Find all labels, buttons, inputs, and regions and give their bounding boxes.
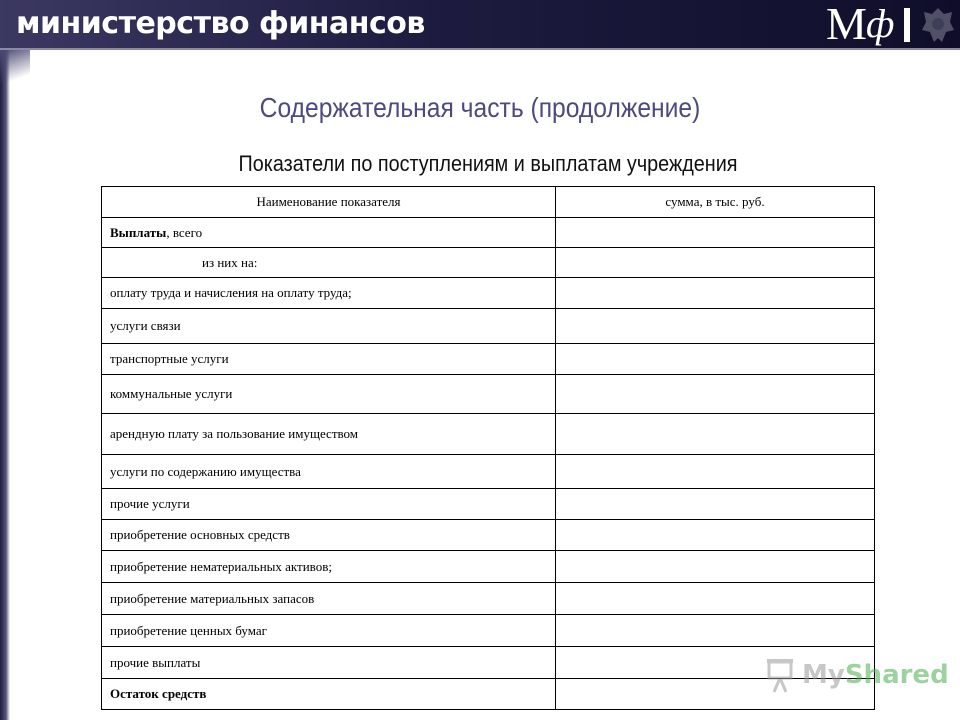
row-value (556, 414, 875, 455)
table-row (102, 520, 875, 551)
row-value (556, 455, 875, 489)
row-label: арендную плату за пользование имуществом (102, 414, 556, 455)
row-label: из них на: (102, 248, 556, 278)
presentation-board-icon (766, 658, 796, 694)
row-value (556, 218, 875, 248)
row-value (556, 344, 875, 375)
row-value (556, 520, 875, 551)
row-label: приобретение ценных бумаг (102, 615, 556, 647)
myshared-watermark (766, 656, 949, 696)
table-header-row (102, 187, 875, 218)
side-decoration (0, 50, 10, 720)
row-label: прочие выплаты (102, 647, 556, 679)
table-row (102, 455, 875, 489)
table-row (102, 583, 875, 615)
table-row (102, 309, 875, 344)
watermark-text (802, 656, 949, 694)
row-label: Остаток средств (102, 679, 556, 710)
slide-title: Содержательная часть (продолжение) (259, 92, 701, 123)
table-row (102, 278, 875, 309)
row-label (102, 218, 556, 248)
table-row (102, 248, 875, 278)
row-label: оплату труда и начисления на оплату труда; (102, 278, 556, 309)
watermark-text-accent: Shared (844, 660, 949, 690)
slide-subtitle: Показатели по поступлениям и выплатам учреждения (238, 151, 738, 176)
row-label: приобретение материальных запасов (102, 583, 556, 615)
column-header-sum: сумма, в тыс. руб. (556, 187, 875, 218)
row-value (556, 583, 875, 615)
header-bar (0, 0, 960, 50)
row-value (556, 278, 875, 309)
table-row (102, 679, 875, 710)
row-label: услуги по содержанию имущества (102, 455, 556, 489)
logo-bar (904, 8, 910, 42)
table-row (102, 551, 875, 583)
row-label: приобретение нематериальных активов; (102, 551, 556, 583)
table-row (102, 615, 875, 647)
table-row (102, 647, 875, 679)
row-label: транспортные услуги (102, 344, 556, 375)
row-value (556, 309, 875, 344)
ministry-title: министерство финансов (16, 6, 425, 41)
watermark-text-main: My (802, 660, 845, 690)
logo-letter-m: М (826, 0, 867, 49)
row-label: коммунальные услуги (102, 375, 556, 414)
row-value (556, 248, 875, 278)
column-header-name: Наименование показателя (102, 187, 556, 218)
row-label-rest: , всего (166, 224, 203, 240)
row-value (556, 375, 875, 414)
row-value (556, 615, 875, 647)
row-value (556, 489, 875, 520)
logo-letter-f: ф (866, 1, 895, 46)
row-label: услуги связи (102, 309, 556, 344)
table-row (102, 344, 875, 375)
row-label-bold: Выплаты (110, 224, 167, 240)
table-row (102, 218, 875, 248)
ministry-logo (826, 0, 916, 49)
row-label: приобретение основных средств (102, 520, 556, 551)
table-row (102, 489, 875, 520)
coat-of-arms-icon (918, 4, 958, 46)
row-label: прочие услуги (102, 489, 556, 520)
table-row (102, 414, 875, 455)
table-row (102, 375, 875, 414)
indicators-table (101, 186, 875, 710)
row-value (556, 551, 875, 583)
